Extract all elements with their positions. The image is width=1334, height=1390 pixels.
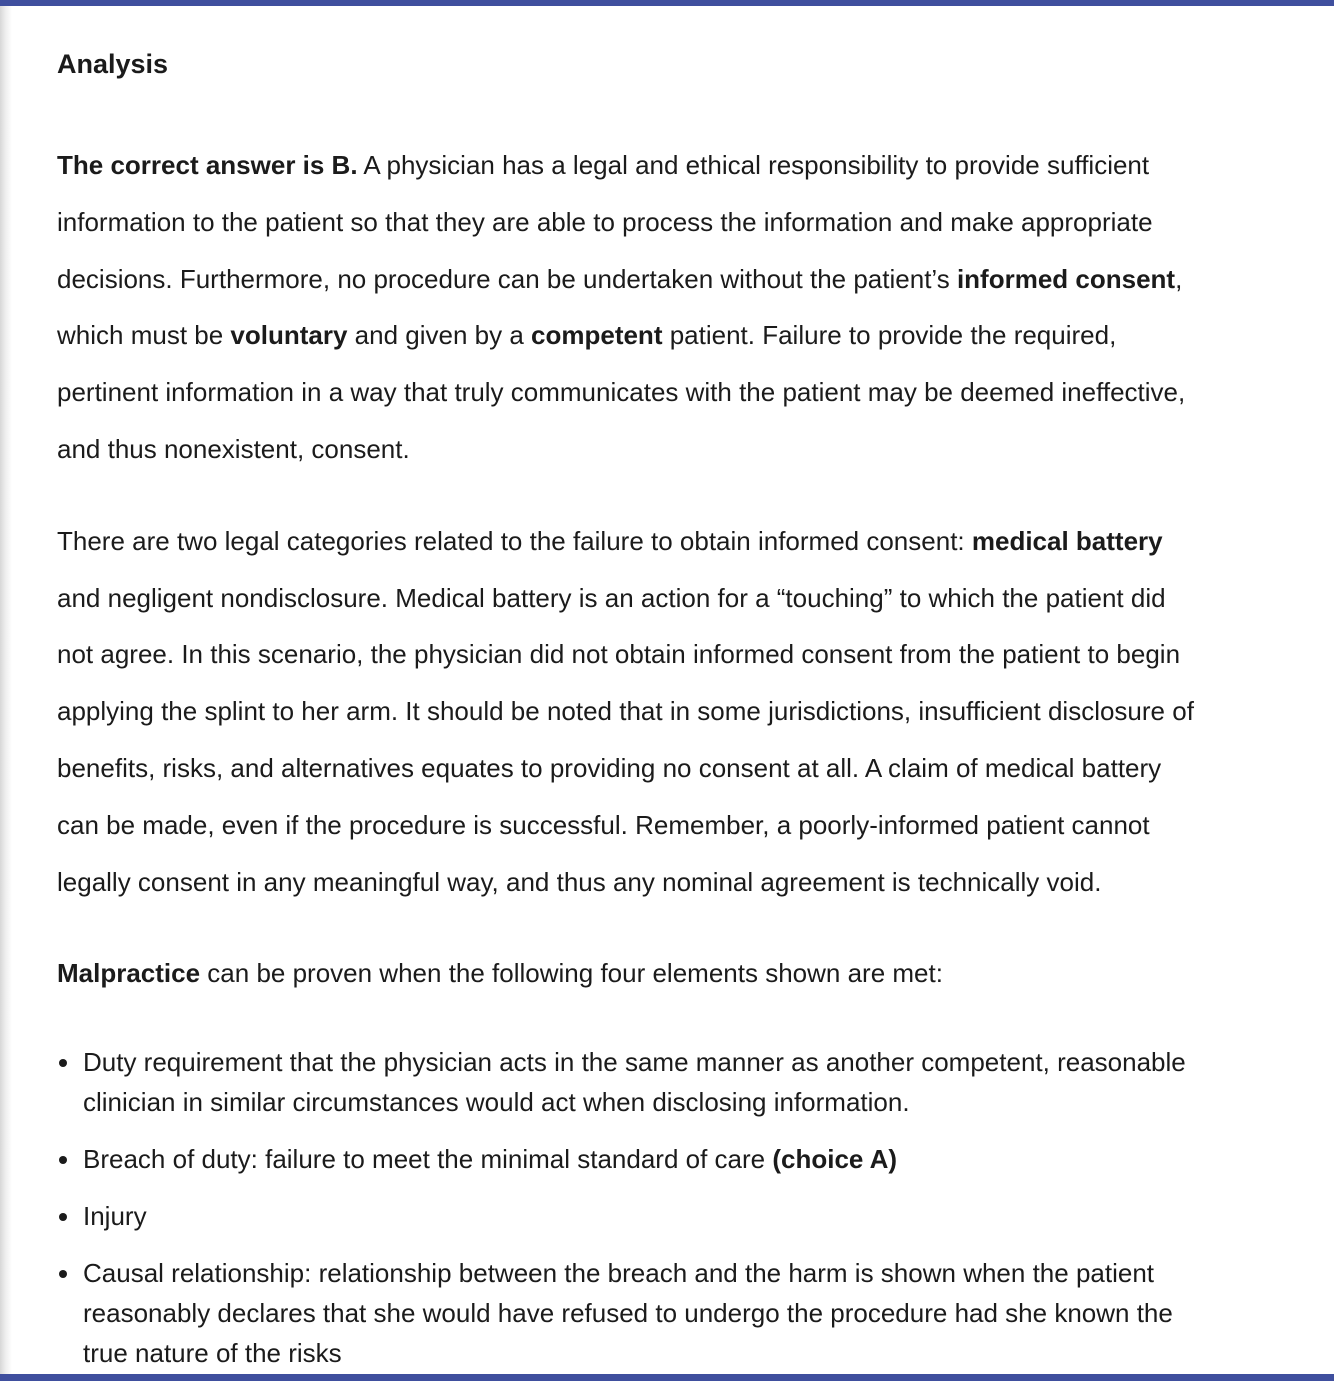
battery-line-2: and negligent nondisclosure. Medical battery is an action for a “touching” to which the patient did bbox=[57, 582, 1166, 613]
battery-line-7: legally consent in any meaningful way, and thus any nominal agreement is technically void. bbox=[57, 866, 1102, 897]
bullet-icon bbox=[59, 1059, 67, 1067]
answer-line-1: The correct answer is B. A physician has a legal and ethical responsibility to provide sufficient bbox=[57, 150, 1150, 180]
top-accent-bar bbox=[0, 0, 1334, 6]
left-edge-shadow bbox=[0, 6, 12, 1374]
battery-line-1: There are two legal categories related to the failure to obtain informed consent: medical battery bbox=[57, 525, 1163, 556]
bottom-accent-bar bbox=[0, 1374, 1334, 1381]
bullet-icon bbox=[59, 1213, 67, 1221]
answer-line-4: which must be voluntary and given by a competent patient. Failure to provide the required, bbox=[57, 320, 1117, 351]
competent-term: competent bbox=[531, 320, 663, 351]
bullet-icon bbox=[59, 1270, 67, 1278]
list-item-causal: Causal relationship: relationship between the breach and the harm is shown when the patient reasonably declares that she would have refused to undergo the procedure had she known the true nature of the risks bbox=[57, 1253, 1307, 1373]
answer-line-3: decisions. Furthermore, no procedure can be undertaken without the patient’s informed consent, bbox=[57, 263, 1183, 294]
analysis-content bbox=[57, 46, 1307, 1390]
battery-line-3: not agree. In this scenario, the physician did not obtain informed consent from the patient to begin bbox=[57, 639, 1181, 670]
list-item-duty: Duty requirement that the physician acts in the same manner as another competent, reasonable clinician in similar circumstances would act when disclosing information. bbox=[57, 1042, 1307, 1122]
list-item-injury: Injury bbox=[57, 1196, 1307, 1236]
answer-paragraph bbox=[57, 137, 1307, 478]
bullet-icon bbox=[59, 1156, 67, 1164]
answer-line-5: pertinent information in a way that truly communicates with the patient may be deemed ineffective, bbox=[57, 377, 1186, 408]
battery-line-5: benefits, risks, and alternatives equates to providing no consent at all. A claim of medical battery bbox=[57, 752, 1162, 783]
battery-line-4: applying the splint to her arm. It should be noted that in some jurisdictions, insufficient disclosure of bbox=[57, 696, 1194, 727]
choice-a-label: (choice A) bbox=[772, 1144, 898, 1175]
voluntary-term: voluntary bbox=[230, 320, 348, 351]
list-item-breach: Breach of duty: failure to meet the minimal standard of care (choice A) bbox=[57, 1139, 1307, 1179]
malpractice-elements-list bbox=[57, 1042, 1307, 1373]
malpractice-term: Malpractice bbox=[57, 958, 201, 989]
malpractice-paragraph bbox=[57, 945, 1307, 1002]
analysis-heading: Analysis bbox=[57, 49, 169, 79]
informed-consent-term: informed consent bbox=[956, 263, 1176, 294]
battery-line-6: can be made, even if the procedure is successful. Remember, a poorly-informed patient cannot bbox=[57, 809, 1150, 840]
answer-line-2: information to the patient so that they are able to process the information and make appropriate bbox=[57, 206, 1153, 237]
medical-battery-term: medical battery bbox=[971, 525, 1163, 556]
correct-answer-label: The correct answer is B. bbox=[57, 150, 358, 180]
malpractice-line: Malpractice can be proven when the following four elements shown are met: bbox=[57, 958, 943, 989]
battery-paragraph bbox=[57, 513, 1307, 911]
answer-line-6: and thus nonexistent, consent. bbox=[57, 433, 410, 464]
